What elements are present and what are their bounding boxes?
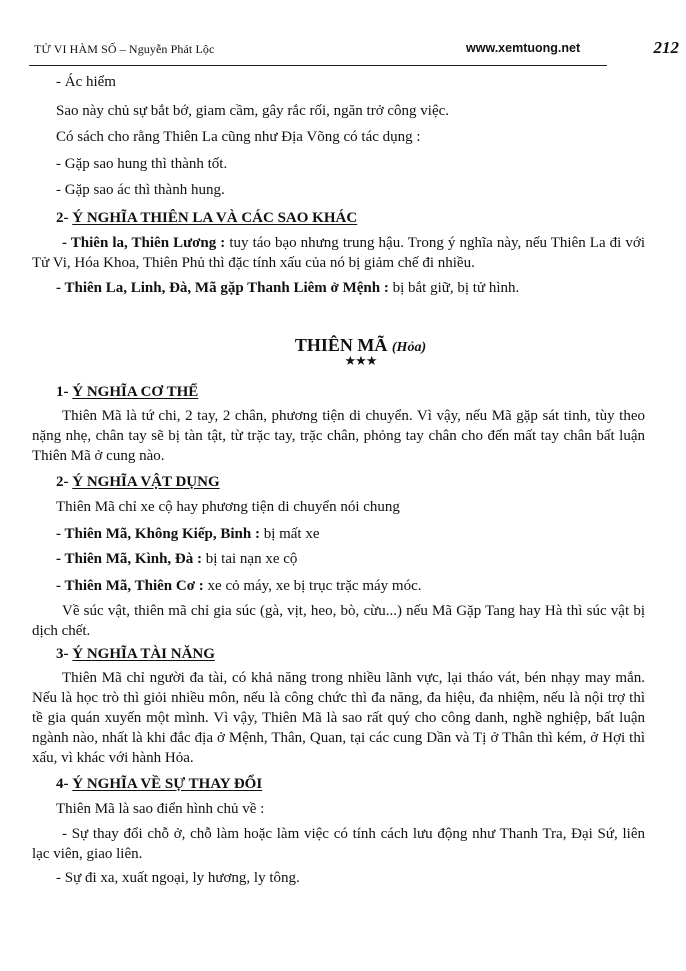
section-heading: 4- Ý NGHĨA VỀ SỰ THAY ĐỔI xyxy=(56,776,263,792)
paragraph: - Thiên la, Thiên Lương : tuy táo bạo nhưng trung hậu. Trong ý nghĩa này, nếu Thiên La đi với Tử Vi, Hóa Khoa, Thiên Phủ thì đặc tính xấu của nó bị giảm chế đi nhiều. xyxy=(32,235,645,271)
paragraph: - Gặp sao hung thì thành tốt. xyxy=(56,156,228,172)
star-rating: ★★★ xyxy=(344,353,377,368)
paragraph: - Gặp sao ác thì thành hung. xyxy=(56,182,225,198)
paragraph: Thiên Mã là tứ chi, 2 tay, 2 chân, phương tiện di chuyển. Vì vậy, nếu Mã gặp sát tinh, tùy theo nặng nhẹ, chân tay sẽ bị tàn tật, từ trặc tay, trặc chân, phỏng tay chân cho đến mất tay chân bất luận Thiên Mã ở cung nào. xyxy=(32,408,645,464)
paragraph: Thiên Mã chỉ xe cộ hay phương tiện di chuyển nói chung xyxy=(56,499,400,515)
book-title: TỬ VI HÀM SỐ – Nguyễn Phát Lộc xyxy=(34,42,215,56)
paragraph: Thiên Mã chỉ người đa tài, có khả năng trong nhiều lãnh vực, lại tháo vát, bén nhạy may mắn. Nếu là học trò thì giỏi nhiều môn, nếu là công chức thì đa năng, đa hiệu, đa nhiệm, nếu là nội trợ thì tề gia quán xuyến một mình. Vì vậy, Thiên Mã là sao rất quý cho công danh, nghề nghiệp, bất luận ngành nào, nhất là khi đắc địa ở Mệnh, Thân, Quan, tại các cung Dần và Tị ở Thân thì kém, ở Hợi thì xấu, vì khác với hành Hỏa. xyxy=(32,670,645,766)
paragraph: - Ác hiểm xyxy=(56,74,116,90)
paragraph: - Sự đi xa, xuất ngoại, ly hương, ly tông. xyxy=(56,870,300,886)
website-link[interactable]: www.xemtuong.net xyxy=(466,41,581,55)
paragraph: - Thiên Mã, Kình, Đà : bị tai nạn xe cộ xyxy=(56,551,298,567)
section-heading: 3- Ý NGHĨA TÀI NĂNG xyxy=(56,646,215,662)
section-heading: 2- Ý NGHĨA VẬT DỤNG xyxy=(56,474,220,490)
paragraph: - Thiên Mã, Không Kiếp, Binh : bị mất xe xyxy=(56,526,320,542)
page-header xyxy=(29,38,679,64)
star-title: THIÊN MÃ (Hỏa) xyxy=(294,335,427,355)
header-rule xyxy=(29,65,607,66)
section-heading: 2- Ý NGHĨA THIÊN LA VÀ CÁC SAO KHÁC xyxy=(56,210,358,226)
paragraph: Có sách cho rằng Thiên La cũng như Địa Võng có tác dụng : xyxy=(56,129,421,145)
paragraph: - Thiên La, Linh, Đà, Mã gặp Thanh Liêm ở Mệnh : bị bắt giữ, bị tử hình. xyxy=(56,280,520,296)
paragraph: - Sự thay đổi chỗ ở, chỗ làm hoặc làm việc có tính cách lưu động như Thanh Tra, Đại Sứ, liên lạc viên, giao liên. xyxy=(32,826,645,862)
paragraph: Về súc vật, thiên mã chỉ gia súc (gà, vịt, heo, bò, cừu...) nếu Mã Gặp Tang hay Hà thì súc vật bị dịch chết. xyxy=(32,603,645,639)
paragraph: Thiên Mã là sao điển hình chủ về : xyxy=(56,801,265,817)
page-number: 212 xyxy=(653,38,679,57)
paragraph: - Thiên Mã, Thiên Cơ : xe cỏ máy, xe bị trục trặc máy móc. xyxy=(56,578,422,594)
paragraph: Sao này chủ sự bắt bớ, giam cầm, gây rắc rối, ngăn trở công việc. xyxy=(56,103,450,119)
page-content xyxy=(32,72,645,890)
section-heading: 1- Ý NGHĨA CƠ THỂ xyxy=(56,384,199,400)
